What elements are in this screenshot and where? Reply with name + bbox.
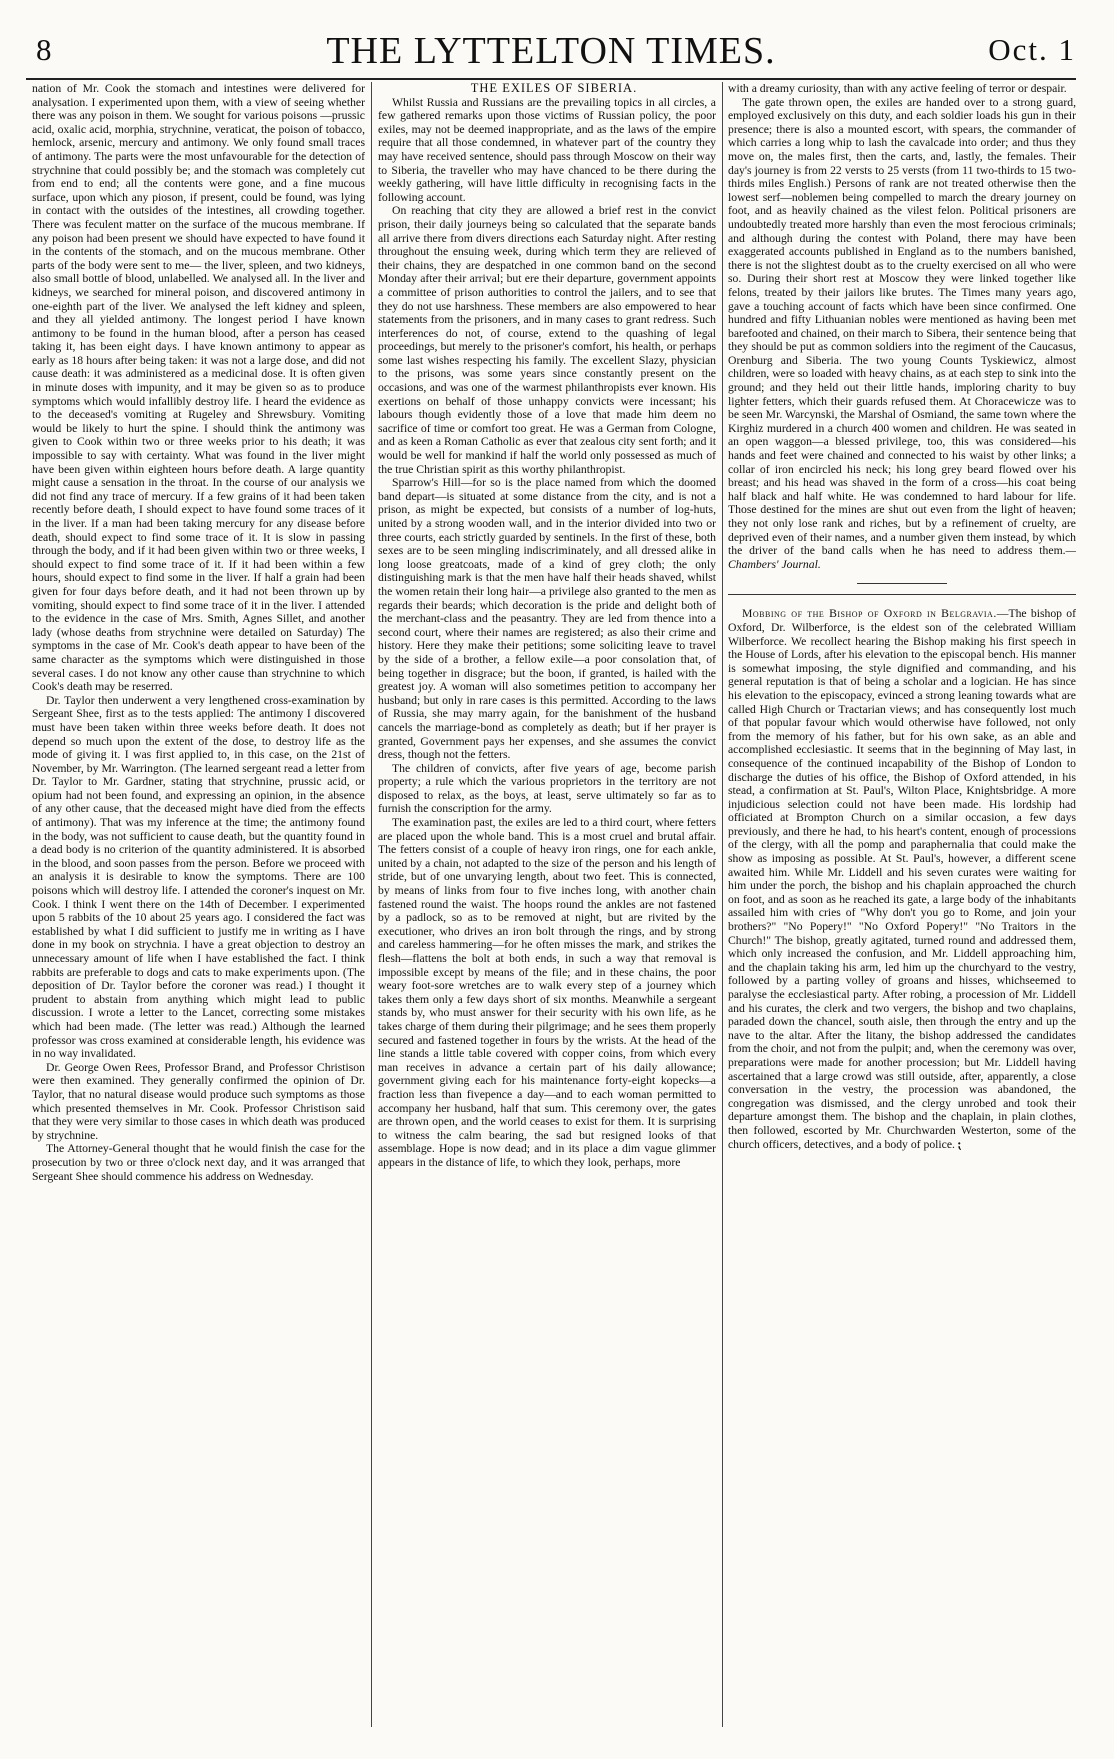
masthead: [26, 22, 1076, 82]
column-exiles-article: [378, 82, 716, 1727]
exiles-paragraph: [728, 96, 1076, 572]
column-rule-2: [722, 82, 723, 1727]
article-separator: [857, 583, 947, 584]
exiles-closing-text: The gate thrown open, the exiles are handed over to a strong guard, employed exclusively on this duty, and each soldier loads his gun in their presence; there is also a mounted escort, with spears, the commander of which carries a long whip to lash the cavalcade into order; and thus they move on, the males first, then the carts, and, lastly, the females. Their day's journey is from 22 versts to 25 versts (from 11 two-thirds to 15 two-thirds miles English.) Persons of rank are not treated otherwise then the lowest serf—noblemen being compelled to march the dreary journey on foot, and as heavily chained as the vilest felon. Political prisoners are undoubtedly treated more harshly than even the most ferocious criminals; and although during the contest with Poland, there may have been exaggerated accounts published in England as to the numbers banished, there is not the slightest doubt as to the cruelty exercised on all who were so. During their short rest at Moscow they were linked together like felons, treated by their jailors like brutes. The Times many years ago, gave a touching account of facts which have been since confirmed. One hundred and fifty Lithuanian nobles were mentioned as having been met barefooted and chained, on their march to Sibera, their sentence being that they should be put as common soldiers into the regiment of the Caucasus, Orenburg and Siberia. The two young Counts Tyskiewicz, almost children, were so loaded with heavy chains, as at each step to sink into the ground; and they held out their little hands, imploring charity to buy lighter fetters, which their guards refused them. At Choracewicze was to be seen Mr. Warcynski, the Marshal of Osmiand, the same town where the Kirghiz murdered in a church 400 women and children. He was seated in an open waggon—a blessed privilege, too, this was considered—his hands and feet were chained and connected to his waist by other links; a collar of iron encircled his neck; his long grey beard flowed over his breast; and his head was shaved in the form of a cross—his coat being half black and half white. He was condemned to hard labour for life. Those destined for the mines are shut out even from the light of heaven; they not only lose rank and riches, but by a refinement of cruelty, are deprived even of their names, and a number given them instead, by which the driver of the band calls when he has need to address them.: [728, 95, 1076, 558]
trial-paragraph: Dr. Taylor then underwent a very lengthened cross-examination by Sergeant Shee, first as to the tests applied: The antimony I discovered must have been taken within three weeks before death. It does not depend so much upon the extent of the dose, to destroy life as the mode of giving it. I was first applied to, in this case, on the 21st of November, by Mr. Warrington. (The learned sergeant read a letter from Dr. Taylor to Mr. Gardner, stating that strychnine, prussic acid, or opium had not been found, and expressing an opinion, in the absence of any other cause, that the deceased might have died from the effects of antimony). That was my inference at the time; the antimony found in the body, was not sufficient to cause death, but the quantity found in a dead body is no criterion of the quantity administered. It is absorbed in the blood, and soon passes from the person. Before we proceed with an analysis it is desirable to know the symptoms. There are 100 poisons which will destroy life. I attended the coroner's inquest on Mr. Cook. I think I went there on the 14th of December. I experimented upon 5 rabbits of the 10 about 25 years ago. I considered the fact was established by what I did sufficient to justify me in writing as I have done in my book on strychnia. I have a great objection to destroy an unnecessary amount of life when I have established the fact. I think rabbits are preferable to dogs and cats to make experiments upon. (The deposition of Dr. Taylor before the coroner was read.) I thought it prudent to abstain from anything which might lead to public discussion. I wrote a letter to the Lancet, correcting some mistakes which had been made. (The letter was read.) Although the learned professor was cross examined at considerable length, his evidence was in no way invalidated.: [32, 693, 365, 1061]
exiles-paragraph: Whilst Russia and Russians are the prevailing topics in all circles, a few gathered remarks upon those victims of Russian policy, the poor exiles, may not be deemed inappropriate, and as the laws of the empire require that all those condemned, in whatever part of the country they may have received sentence, should pass through Moscow on their way to Siberia, the traveller who may have chanced to be there during the weekly gathering, will have little difficulty in recognising facts in the following account.: [378, 95, 716, 204]
exiles-paragraph: Sparrow's Hill—for so is the place named from which the doomed band depart—is situated at some distance from the city, and is not a prison, as might be expected, but consists of a number of log-huts, united by a strong wooden wall, and in the interior divided into two or three courts, each strictly guarded by sentinels. In the first of these, both sexes are to be seen mingling indiscriminately, and all dressed alike in long loose greatcoats, made of a kind of grey cloth; the only distinguishing mark is that the men have half their heads shaved, whilst the women retain their long hair—a privilege also granted to the men as regards their beards; which decoration is the pride and delight both of the merchant-class and the peasantry. They are led from thence into a second court, where their names are registered; as also their crime and history. Here they make their petitions; some soliciting leave to travel by the side of a brother, a fellow exile—a poor consolation that, of being together in disgrace; but the boon, if granted, is hailed with the greatest joy. A woman will also sometimes petition to accompany her husband; but only in rare cases is this permitted. According to the laws of Russia, she may marry again, for the banishment of the husband cancels the marriage-bond as completely as death; but if her prayer is granted, Government pays her expenses, and she assumes the convict dress, though not the fetters.: [378, 476, 716, 762]
trial-paragraph: The Attorney-General thought that he would finish the case for the prosecution by two or three o'clock next day, and it was arranged that Sergeant Shee should commence his address on Wednesday.: [32, 1142, 365, 1183]
exiles-headline: THE EXILES OF SIBERIA.: [470, 82, 638, 95]
newspaper-title: THE LYTTELTON TIMES.: [326, 30, 776, 72]
exiles-paragraph: The examination past, the exiles are led to a third court, where fetters are placed upon the whole band. This is a most cruel and brutal affair. The fetters consist of a couple of heavy iron rings, one for each ankle, united by a chain, not adapted to the size of the person and his length of stride, but of one unvarying length, about two feet. This is connected, by means of links from four to five inches long, with another chain fastened round the waist. The hoops round the ankles are not fastened by a padlock, so as to be removed at night, but are rivited by the executioner, who drives an iron bolt through the rings, and by strong and careless hammering—for he often misses the mark, and strikes the flesh—flattens the bolt at both ends, in such a way that removal is impossible except by means of the file; and in these chains, the poor weary foot-sore wretches are to walk every step of a journey which takes them only a few days short of six months. Meanwhile a sergeant stands by, who must answer for their security with his own life, as he takes charge of them during their pilgrimage; and he sees them properly secured and fastened together in fours by the wrists. At the head of the line stands a little table covered with copper coins, from which every man receives in advance a certain part of his daily allowance; government giving each for his maintenance forty-eight kopecks—a fraction less than fivepence a day—and to each woman permitted to accompany her husband, half that sum. This ceremony over, the gates are thrown open, and the world ceases to exist for them. It is surprising to witness the calm bearing, the sad but resigned looks of that assemblage. Hope is now dead; and in its place a dim vague glimmer appears in the distance of life, to which they look, perhaps, more: [378, 816, 716, 1169]
page-number: 8: [36, 32, 52, 67]
bishop-body: —The bishop of Oxford, Dr. Wilberforce, is the eldest son of the celebrated William Wilberforce. We recollect hearing the Bishop making his first speech in the House of Lords, after his elevation to the episcopal bench. His manner is somewhat imposing, the style dignified and commanding, and his general reputation is that of being a scholar and a logician. He has since his elevation to the episcopacy, evinced a strong leaning towards what are called High Church or Tractarian views; and has consequently lost much of that popular favour which would otherwise have followed, not only from the memory of his father, but for his own sake, as an able and accomplished ecclesiastic. It seems that in the beginning of May last, in consequence of the continued incapability of the Bishop of London to discharge the duties of his office, the Bishop of Oxford attended, in his stead, a confirmation at St. Paul's, Wilton Place, Knightsbridge. A more injudicious selection could not have been made. His lordship had officiated at Brompton Church on a similar occasion, a few days previously, and there he had, to his heart's content, enough of processions of the clergy, with all the pomp and paraphernalia that could make the show as imposing as possible. At St. Paul's, however, a different scene awaited him. While Mr. Liddell and his seven curates were waiting for him under the porch, the bishop and his chaplain approached the church on foot, and as soon as he reached its gate, a large body of the inhabitants assailed him with cries of "Why don't you go to Rome, and join your brothers?" "No Popery!" "No Oxford Popery!" "No Traitors in the Church!" The bishop, greatly agitated, turned round and addressed them, which only increased the confusion, and Mr. Liddell approaching him, and the chaplain taking his arm, led him up the churchyard to the vestry, followed by a parting volley of groans and hisses, whichseemed to paralyse the ecclesiastical party. After robing, a procession of Mr. Liddell and his curates, the clerk and two vergers, the bishop and two chaplains, paraded down the chancel, south aisle, then through the entry and up the nave to the altar. After the litany, the bishop addressed the candidates from the choir, and not from the pulpit; and, when the ceremony was over, preparations were made for another procession; but Mr. Liddell having ascertained that a large crowd was still outside, after, apparently, a close conversation in the vestry, the procession was abandoned, the congregation was dismissed, and the clergy unrobed and took their departure amongst them. The bishop and the chaplain, in plain clothes, then followed, escorted by Mr. Churchwarden Westerton, some of the church officers, detectives, and a body of police.: [728, 607, 1076, 1151]
bishop-headline: Mobbing of the Bishop of Oxford in Belgravia.: [742, 607, 997, 621]
trial-paragraph: nation of Mr. Cook the stomach and intestines were delivered for analysation. I experimented upon them, with a view of seeing whether there was any poison in them. We sought for various poisons —prussic acid, oxalic acid, morphia, strychnine, veraticat, the poison of tobacco, hemlock, arsenic, mercury and antimony. We only found small traces of antimony. The parts were the most unfavourable for the detection of strychnine that could possibly be; and the stomach was completely cut from end to end; all the contents were gone, and a fine mucous surface, upon which any pioson, if present, could be found, was lying in contact with the outsides of the intestines, all crowding together. There was feculent matter on the surface of the mucous membrane. If any poison had been present we should have expected to have found it in the contents of the stomach, and on the mucous membrane. Other parts of the body were sent to me— the liver, spleen, and two kidneys, also small bottle of blood, unlabelled. We analysed all. In the liver and kidneys, we searched for mineral poison, and discovered antimony in one-eighth part of the liver. We analysed the left kidney and spleen, and they all yielded antimony. The longest period I have known antimony to be found in the human blood, after a person has ceased taking it, has been eight days. I have known antimony to appear as early as 18 hours after being taken: it was not a large dose, and did not cause death: it was administered as a medicinal dose. It is often given in minute doses with impunity, and it may be given so as to produce symptoms which would infallibly destroy life. I heard the evidence as to the deceased's vomiting at Rugeley and Shrewsbury. Vomiting would be likely to hurt the spine. I should think the antimony was given to Cook within two or three weeks prior to his death; it was impossible to say with certainty. What was found in the liver might have been given within eighteen hours before death. A large quantity might cause a sensation in the throat. In the course of our analysis we did not find any trace of mercury. If a few grains of it had been taken recently before death, I should expect to have found some traces of it in the liver. If a man had been taking mercury for any disease before death, should expect to find some trace of it. It is slow in passing through the body, and if it had been given within two or three weeks, I should expect to find some trace of it. If it had been within a few hours, should expect to find some in the liver. If half a grain had been given for four days before death, and it had not been thrown up by vomiting, should expect to find some trace of it in the liver. I attended to the evidence in the case of Mrs. Smith, Agnes Sillet, and another lady (whose deaths from strychnine were detailed on Saturday) The symptoms in the case of Mr. Cook's death appear to have been of the same character as the symptoms which were distinguished in those several cases. I do not know any other cause than strychnine to which Cook's death may be reserred.: [32, 82, 365, 694]
exiles-attribution: —Chambers' Journal.: [728, 544, 1076, 571]
trial-paragraph: Dr. George Owen Rees, Professor Brand, and Professor Christison were then examined. They generally confirmed the opinion of Dr. Taylor, that no natural disease would produce such symptoms as those which presented themselves in Mr. Cook. Professor Christison said that they were very similar to those cases in which death was produced by strychnine.: [32, 1060, 365, 1142]
exiles-paragraph: On reaching that city they are allowed a brief rest in the convict prison, their daily journeys being so calculated that the separate bands all arrive there from divers directions each Saturday night. After resting throughout the ensuing week, during which term they are relieved of their chains, they are despatched in one common band on the second Monday after their arrival; but ere their departure, government appoints a committee of prison authorities to control the jailers, and to see that they do not use harshness. These members are also empowered to hear statements from the prisoners, and in many cases to grant redress. Such interferences do not, of course, extend to the quashing of legal proceedings, but merely to the prisoner's comfort, his health, or perhaps some last wishes respecting his family. The excellent Slazy, physician to the prisons, was some years since constantly present on the occasions, and was one of the warmest philanthropists ever known. His exertions on behalf of those unhappy convicts were incessant; his labours though evidently those of a love that made him deem no sacrifice of time or comfort too great. He was a German from Cologne, and as keen a Roman Catholic as ever that zealous city sent forth; and it would be well for mankind if half the world only possessed as much of the true Christian spirit as this worthy philanthropist.: [378, 204, 716, 476]
exiles-paragraph: The children of convicts, after five years of age, become parish property; a rule which the various proprietors in the territory are not disposed to relax, as the boys, at least, serve ultimately so far as to furnish the conscription for the army.: [378, 761, 716, 816]
column-trial-report: [32, 82, 365, 1727]
masthead-rule: [26, 78, 1076, 80]
column-rule-1: [371, 82, 372, 1727]
end-mark: ⁏: [957, 1137, 963, 1151]
column-exiles-and-bishop: [728, 82, 1076, 1727]
bishop-paragraph: [728, 607, 1076, 1151]
exiles-paragraph: with a dreamy curiosity, than with any active feeling of terror or despair.: [728, 82, 1067, 95]
section-rule: [728, 594, 1076, 595]
issue-date: Oct. 1: [988, 32, 1076, 67]
